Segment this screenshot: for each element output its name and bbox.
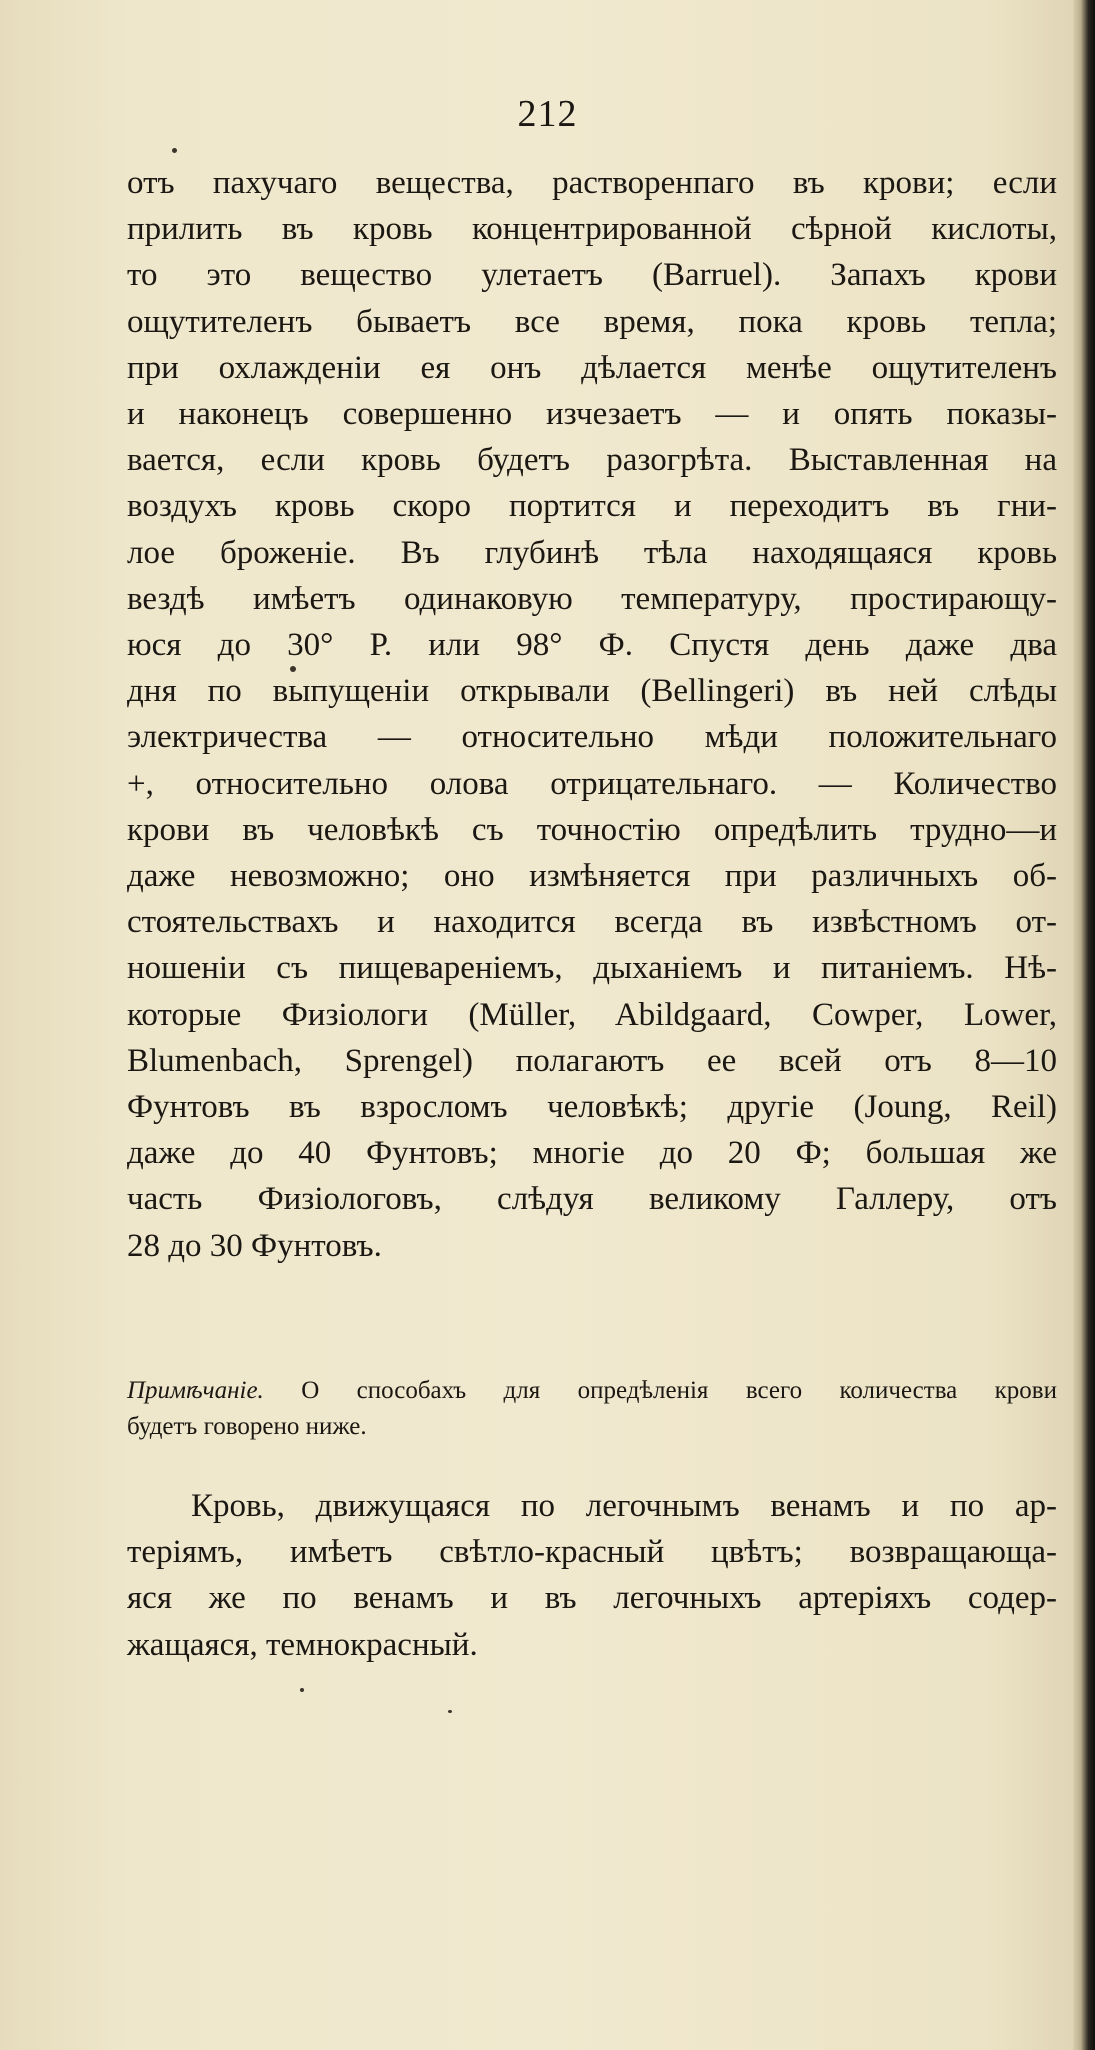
footnote-remark (127, 1373, 1057, 1445)
text-line: Кровь, движущаяся по легочнымъ венамъ и по ар- (191, 1488, 1057, 1524)
text-line: даже до 40 Фунтовъ; многіе до 20 Ф; большая же (127, 1135, 1057, 1172)
text-line: ношеніи съ пищевареніемъ, дыханіемъ и питаніемъ. Нѣ- (127, 950, 1057, 987)
text-line: ощутителенъ бываетъ все время, пока кровь тепла; (127, 303, 1057, 340)
ink-speck (172, 148, 177, 153)
text-line: вездѣ имѣетъ одинаковую температуру, простирающу- (127, 580, 1057, 617)
ink-speck (448, 1710, 452, 1713)
text-line: юся до 30° Р. или 98° Ф. Спустя день даже два (127, 627, 1057, 664)
remark-text-continued: будетъ говорено ниже. (127, 1413, 367, 1440)
text-line: которые Физіологи (Müller, Abildgaard, Cowper, Lower, (127, 996, 1057, 1033)
text-line: теріямъ, имѣетъ свѣтло-красный цвѣтъ; возвращающа- (127, 1534, 1057, 1571)
text-line: Blumenbach, Sprengel) полагаютъ ее всей отъ 8—10 (127, 1042, 1057, 1079)
remark-text: О способахъ для опредѣленія всего количества крови (301, 1377, 1057, 1404)
text-line: то это вещество улетаетъ (Barruel). Запахъ крови (127, 257, 1057, 294)
text-line: воздухъ кровь скоро портится и переходитъ въ гни- (127, 488, 1057, 525)
text-line: жащаяся, темнокрасный. (127, 1626, 478, 1663)
text-line: Фунтовъ въ взросломъ человѣкѣ; другіе (Joung, Reil) (127, 1089, 1057, 1126)
ink-speck (290, 666, 296, 672)
text-line: отъ пахучаго вещества, растворенпаго въ крови; если (127, 165, 1057, 201)
text-line: крови въ человѣкѣ съ точностію опредѣлить трудно—и (127, 811, 1057, 848)
text-line: стоятельствахъ и находится всегда въ извѣстномъ от- (127, 904, 1057, 941)
text-line: вается, если кровь будетъ разогрѣта. Выставленная на (127, 442, 1057, 479)
text-line: яся же по венамъ и въ легочныхъ артеріяхъ содер- (127, 1580, 1057, 1617)
page-number: 212 (517, 93, 578, 135)
text-line: прилить въ кровь концентрированной сѣрной кислоты, (127, 211, 1057, 248)
text-line: 28 до 30 Фунтовъ. (127, 1227, 382, 1264)
text-line: часть Физіологовъ, слѣдуя великому Галлеру, отъ (127, 1181, 1057, 1218)
main-paragraph (127, 160, 1057, 1269)
second-paragraph (127, 1483, 1057, 1668)
text-line: дня по выпущеніи открывали (Bellingeri) въ ней слѣды (127, 673, 1057, 710)
text-line: +, относительно олова отрицательнаго. — Количество (127, 765, 1057, 802)
text-line: и наконецъ совершенно изчезаетъ — и опять показы- (127, 396, 1057, 433)
text-line: при охлажденіи ея онъ дѣлается менѣе ощутителенъ (127, 349, 1057, 386)
page-edge-shadow (1073, 0, 1095, 2050)
text-line: даже невозможно; оно измѣняется при различныхъ об- (127, 858, 1057, 895)
remark-label: Примѣчаніе. (127, 1377, 264, 1404)
text-line: лое броженіе. Въ глубинѣ тѣла находящаяся кровь (127, 534, 1057, 571)
ink-speck (300, 1688, 304, 1692)
text-line: электричества — относительно мѣди положительнаго (127, 719, 1057, 756)
